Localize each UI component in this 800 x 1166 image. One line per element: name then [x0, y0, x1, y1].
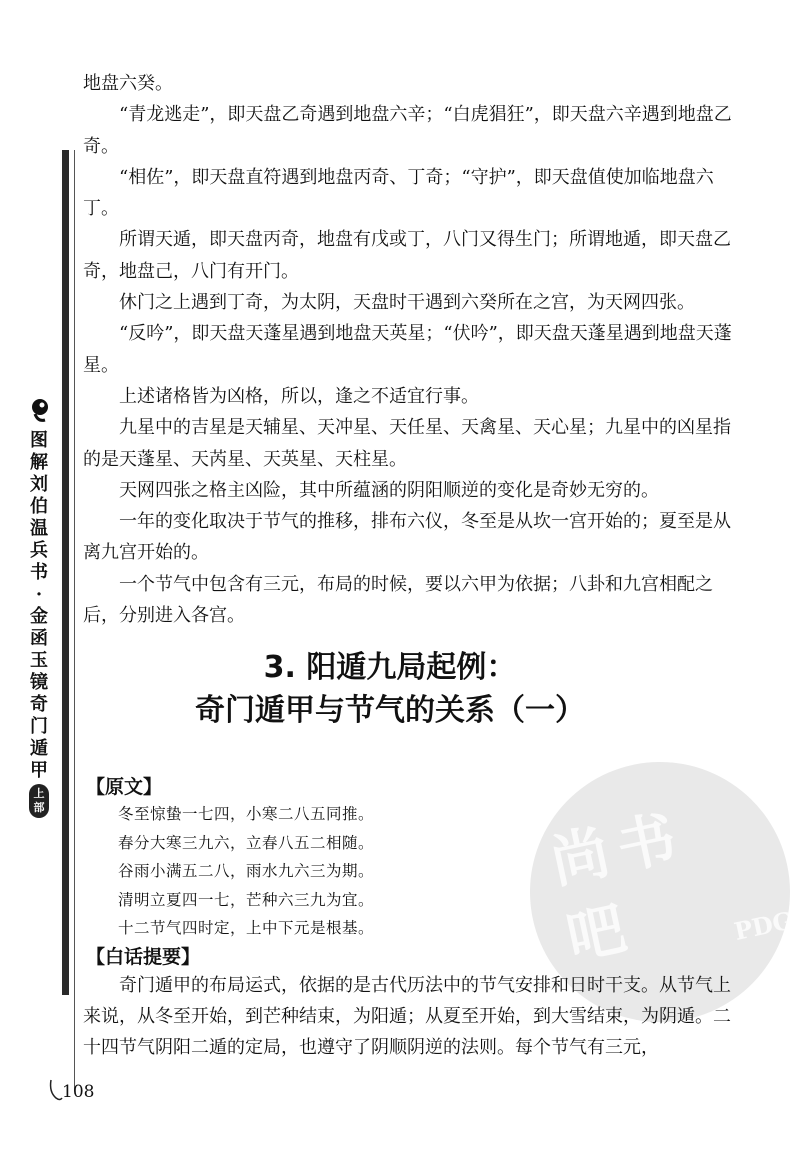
verse-line: 十二节气四时定，上中下元是根基。: [118, 919, 375, 937]
side-title-char: 门: [30, 716, 48, 737]
side-title-char: 图: [30, 430, 48, 451]
side-title-char: 伯: [30, 496, 48, 517]
section-title-line2: 奇门遁甲与节气的关系（一）: [195, 693, 585, 728]
side-title-char: 函: [30, 628, 48, 649]
verse-line: 清明立夏四一七，芒种六三九为宜。: [118, 890, 375, 909]
verse-line: 谷雨小满五二八，雨水九六三为期。: [118, 862, 375, 880]
body-paragraph: 九星中的吉星是天辅星、天冲星、天任星、天禽星、天心星；九星中的凶星指的是天蓬星、天芮星、天英星、天柱星。: [83, 417, 731, 470]
side-title-char: 书: [30, 562, 48, 583]
spine-bar: [62, 150, 69, 995]
body-paragraph: 上述诸格皆为凶格，所以，逢之不适宜行事。: [119, 385, 479, 407]
side-title-char: 遁: [30, 738, 48, 759]
main-body-text: [83, 68, 733, 631]
body-paragraph: 所谓天遁，即天盘丙奇，地盘有戊或丁，八门又得生门；所谓地遁，即天盘乙奇，地盘己，八门有开门。: [83, 229, 731, 282]
body-paragraph: 一个节气中包含有三元，布局的时候，要以六甲为依据；八卦和九宫相配之后，分别进入各宫。: [83, 573, 713, 627]
verse-block: [118, 800, 374, 943]
side-title-char: 甲: [30, 760, 48, 781]
body-paragraph: “青龙逃走”，即天盘乙奇遇到地盘六辛；“白虎猖狂”，即天盘六辛遇到地盘乙奇。: [83, 104, 732, 157]
body-paragraph: 休门之上遇到丁奇，为太阴，天盘时干遇到六癸所在之宫，为天网四张。: [119, 292, 695, 314]
side-title-char: 玉: [30, 650, 48, 671]
summary-paragraph: 奇门遁甲的布局运式，依据的是古代历法中的节气安排和日时干支。从节气上来说，从冬至开始，到芒种结束，为阳遁；从夏至开始，到大雪结束，为阴遁。二十四节气阴阳二遁的定局，也遵守了阴顺阴逆的法则。每个节气有三元，: [83, 975, 731, 1058]
section-title-line1: 3. 阳遁九局起例：: [263, 650, 517, 685]
watermark-seal-text: 尚书吧: [544, 801, 692, 973]
verse-line: 冬至惊蛰一七四，小寒二八五同推。: [118, 805, 375, 823]
summary-label: 【白话提要】: [86, 946, 201, 968]
body-paragraph: 地盘六癸。: [83, 73, 173, 94]
side-book-title: [28, 430, 50, 818]
side-title-char: 兵: [30, 540, 48, 561]
body-paragraph: 一年的变化取决于节气的推移，排布六仪，冬至是从坎一宫开始的；夏至是从离九宫开始的。: [83, 511, 731, 564]
body-paragraph: “相佐”，即天盘直符遇到地盘丙奇、丁奇；“守护”，即天盘值使加临地盘六丁。: [83, 166, 714, 220]
body-paragraph: “反吟”，即天盘天蓬星遇到地盘天英星；“伏吟”，即天盘天蓬星遇到地盘天蓬星。: [83, 323, 732, 376]
original-text-label: 【原文】: [86, 776, 163, 798]
volume-badge: 上部: [29, 784, 49, 818]
spine-line: [74, 150, 75, 1090]
page-number: 108: [62, 1082, 95, 1102]
side-title-char: 镜: [30, 672, 48, 693]
body-paragraph: 天网四张之格主凶险，其中所蕴涵的阴阳顺逆的变化是奇妙无穷的。: [119, 479, 659, 501]
verse-line: 春分大寒三九六，立春八五二相随。: [118, 833, 375, 852]
side-title-char: 解: [30, 452, 48, 473]
watermark-seal-latin: PDG: [731, 905, 796, 947]
summary-body-text: [83, 970, 733, 1063]
side-title-char: 金: [30, 606, 48, 627]
side-title-char: 刘: [30, 474, 48, 495]
side-title-char: ·: [35, 584, 43, 605]
side-title-char: 奇: [30, 694, 48, 715]
yin-yang-icon: [29, 398, 51, 424]
side-title-char: 温: [30, 518, 48, 539]
